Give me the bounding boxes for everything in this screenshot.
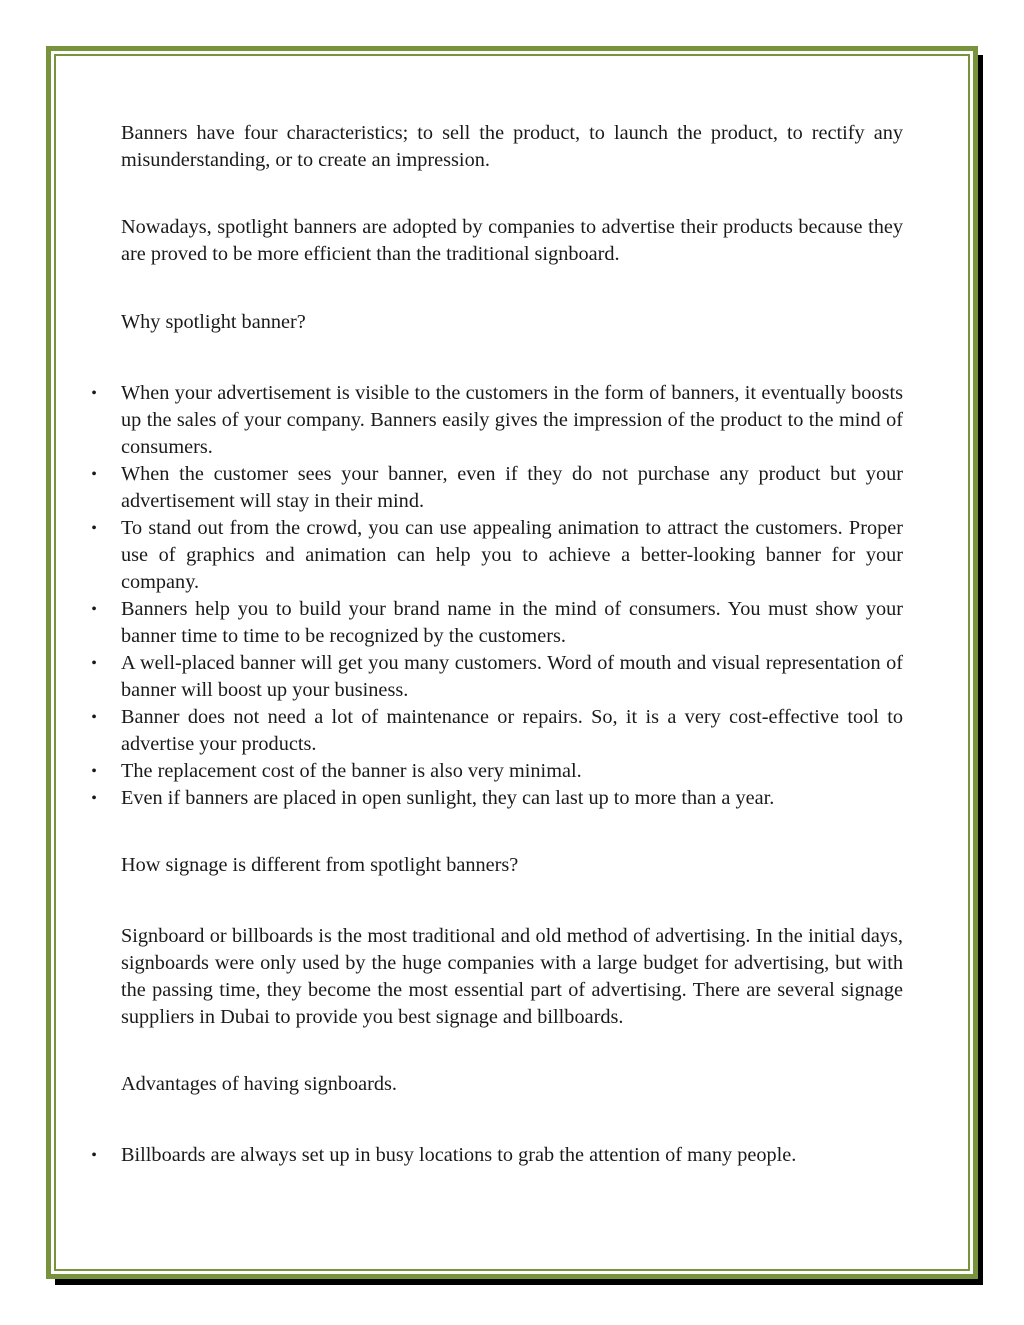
bullet-icon: • [91, 655, 97, 672]
list-item-text: When the customer sees your banner, even if they do not purchase any product but your advertisement will stay in their mind. [121, 463, 903, 512]
list-item [91, 461, 903, 515]
list-item [91, 380, 903, 461]
list-item-text: Banner does not need a lot of maintenance or repairs. So, it is a very cost-effective tool to advertise your products. [121, 706, 903, 755]
list-item-text: The replacement cost of the banner is also very minimal. [121, 760, 582, 782]
list-item [91, 704, 903, 758]
document-body [91, 120, 903, 1169]
paragraph-spacer [121, 336, 903, 380]
list-item-text: A well-placed banner will get you many customers. Word of mouth and visual representation of banner will boost up your business. [121, 652, 903, 701]
paragraph-spacer [121, 1098, 903, 1142]
list-item-text: When your advertisement is visible to the customers in the form of banners, it eventually boosts up the sales of your company. Banners easily gives the impression of the product to the mind of consumers. [121, 382, 903, 458]
bullet-icon: • [91, 520, 97, 537]
paragraph-spacer [121, 268, 903, 309]
list-item-text: Banners help you to build your brand name in the mind of consumers. You must show your banner time to time to be recognized by the customers. [121, 598, 903, 647]
list-item [91, 758, 903, 785]
bullet-icon: • [91, 466, 97, 483]
bullet-icon: • [91, 385, 97, 402]
list-item [91, 785, 903, 812]
list-item-text: To stand out from the crowd, you can use appealing animation to attract the customers. Proper use of graphics and animation can help you to achieve a better-looking banner for your company. [121, 517, 903, 593]
intro-nowadays-paragraph: Nowadays, spotlight banners are adopted by companies to advertise their products because they are proved to be more efficient than the traditional signboard. [121, 216, 903, 265]
bullet-icon: • [91, 763, 97, 780]
list-item [91, 515, 903, 596]
paragraph-spacer [121, 1031, 903, 1071]
list-item [91, 596, 903, 650]
paragraph-spacer [121, 879, 903, 923]
paragraph-spacer [121, 812, 903, 852]
why-spotlight-heading: Why spotlight banner? [121, 311, 306, 333]
bullet-icon: • [91, 601, 97, 618]
list-item-text: Even if banners are placed in open sunlight, they can last up to more than a year. [121, 787, 775, 809]
paragraph-spacer [121, 174, 903, 214]
signboard-advantages-list [91, 1142, 903, 1169]
bullet-icon: • [91, 709, 97, 726]
advantages-heading: Advantages of having signboards. [121, 1073, 397, 1095]
banner-benefits-list [91, 380, 903, 812]
list-item [91, 1142, 903, 1169]
bullet-icon: • [91, 790, 97, 807]
how-signage-heading: How signage is different from spotlight banners? [121, 854, 519, 876]
list-item [91, 650, 903, 704]
bullet-icon: • [91, 1147, 97, 1164]
list-item-text: Billboards are always set up in busy locations to grab the attention of many people. [121, 1144, 797, 1166]
intro-characteristics-paragraph: Banners have four characteristics; to sell the product, to launch the product, to rectify any misunderstanding, or to create an impression. [121, 122, 903, 171]
signboard-paragraph: Signboard or billboards is the most traditional and old method of advertising. In the initial days, signboards were only used by the huge companies with a large budget for advertising, but with the passing time, they become the most essential part of advertising. There are several signage suppliers in Dubai to provide you best signage and billboards. [121, 925, 903, 1028]
